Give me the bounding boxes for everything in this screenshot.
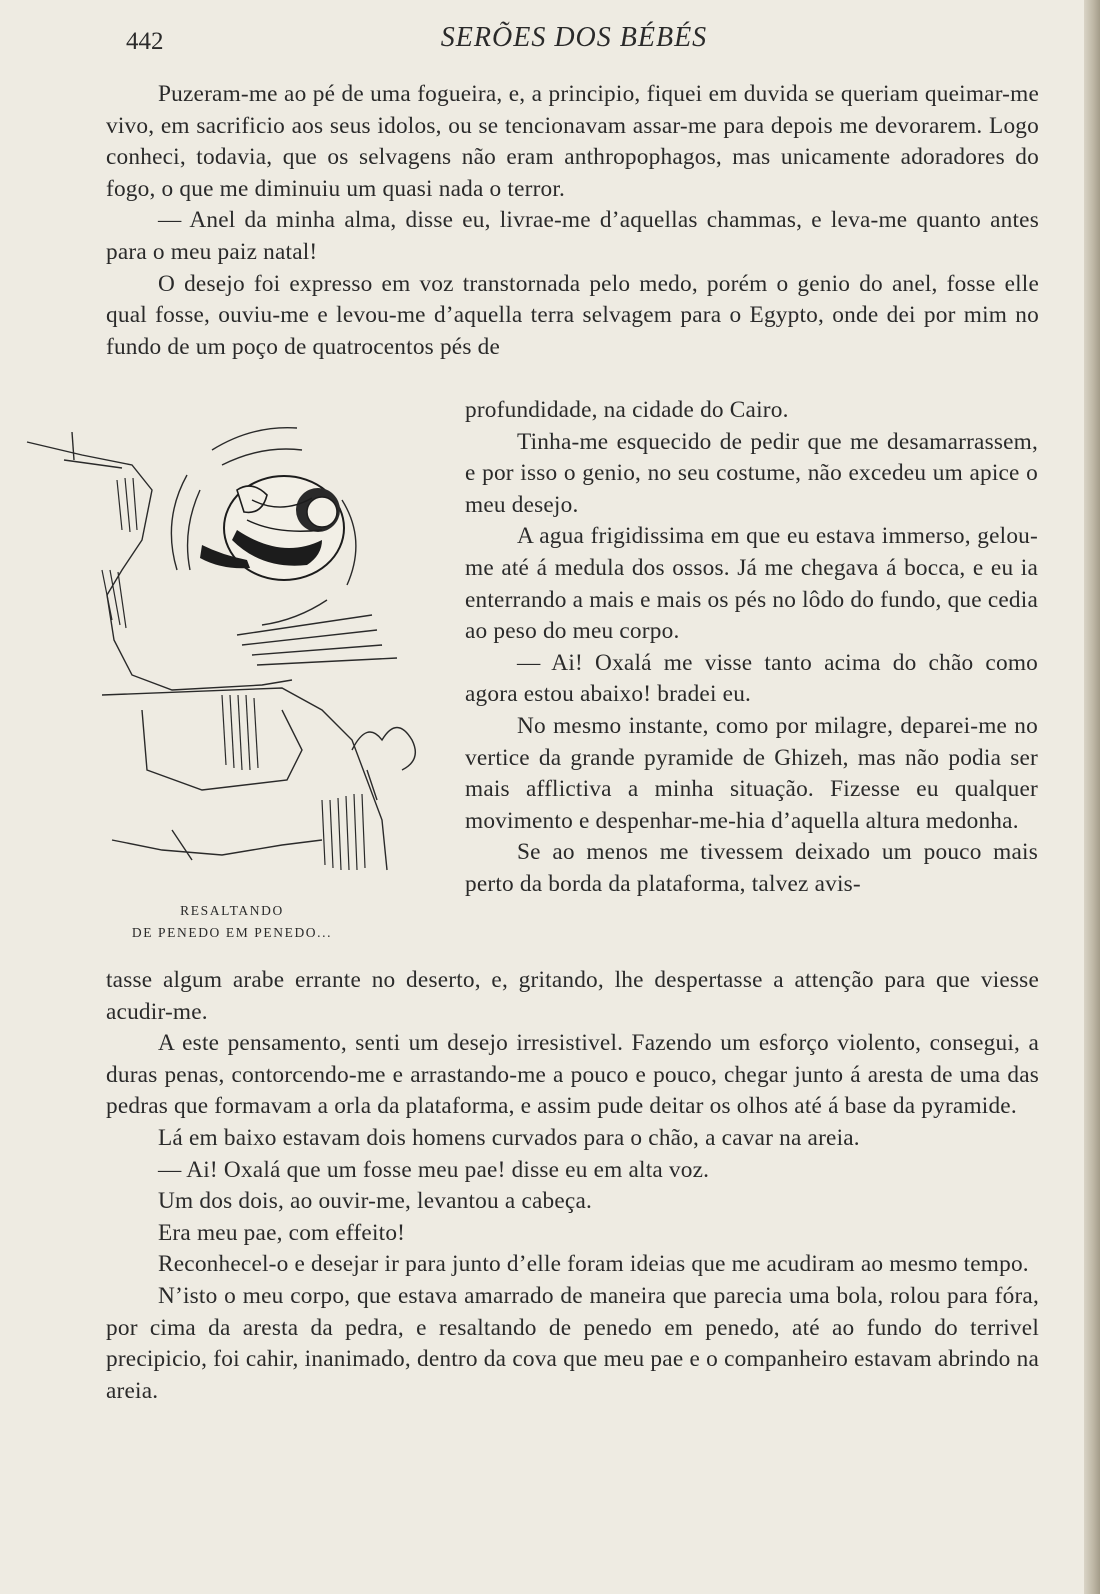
page-number: 442: [126, 28, 164, 55]
running-title: SERÕES DOS BÉBÉS: [440, 22, 708, 53]
text-block-bottom: [106, 965, 1039, 1407]
paragraph: — Ai! Oxalá me visse tanto acima do chão como agora estou abaixo! bradei eu.: [465, 649, 1038, 708]
paragraph: — Anel da minha alma, disse eu, livrae-me d’aquellas chammas, e leva-me quanto antes para o meu paiz natal!: [106, 207, 1039, 265]
paragraph: Era meu pae, com effeito!: [158, 1219, 406, 1246]
paragraph: Tinha-me esquecido de pedir que me desamarrassem, e por isso o genio, no seu costume, não excedeu um apice o meu desejo.: [465, 428, 1038, 518]
paragraph: No mesmo instante, como por milagre, deparei-me no vertice da grande pyramide de Ghizeh, mas não podia ser mais afflictiva a minha situação. Fizesse eu qualquer movimento e despenhar-me-hia d’aquella altura medonha.: [465, 712, 1038, 834]
paragraph: Puzeram-me ao pé de uma fogueira, e, a principio, fiquei em duvida se queriam queimar-me vivo, em sacrificio aos seus idolos, ou se tencionavam assar-me para depois me devorarem. Logo conheci, todavia, que os selvagens não eram anthropophagos, mas unicamente adoradores do fogo, o que me diminuiu um quasi nada o terror.: [106, 81, 1039, 202]
paragraph: profundidade, na cidade do Cairo.: [465, 397, 789, 423]
paragraph: O desejo foi expresso em voz transtornada pelo medo, porém o genio do anel, fosse elle qual fosse, ouviu-me e levou-me d’aquella terra selvagem para o Egypto, onde dei por mim no fundo de um poço de quatrocentos pés de: [106, 270, 1039, 360]
paragraph: — Ai! Oxalá que um fosse meu pae! disse eu em alta voz.: [158, 1156, 710, 1183]
paragraph: A este pensamento, senti um desejo irresistivel. Fazendo um esforço violento, consegui, a duras penas, contorcendo-me e arrastando-me a pouco e pouco, chegar junto á aresta de uma das pedras que formavam a orla da plataforma, e assim pude deitar os olhos até á base da pyramide.: [106, 1030, 1039, 1120]
figure-caption-line-2: DE PENEDO EM PENEDO...: [131, 925, 333, 940]
paragraph: Reconhecel-o e desejar ir para junto d’elle foram ideias que me acudiram ao mesmo tempo.: [158, 1251, 1029, 1278]
paragraph: Lá em baixo estavam dois homens curvados para o chão, a cavar na areia.: [158, 1124, 860, 1151]
paragraph: N’isto o meu corpo, que estava amarrado de maneira que parecia uma bola, rolou para fóra, por cima da aresta da pedra, e resaltando de penedo em penedo, até ao fundo do terrivel precipicio, foi cahir, inanimado, dentro da cova que meu pae e o companheiro estavam abrindo na areia.: [106, 1282, 1039, 1404]
paragraph: Um dos dois, ao ouvir-me, levantou a cabeça.: [158, 1188, 593, 1215]
text-block-top: [106, 79, 1039, 363]
illustration: [22, 420, 442, 940]
text-block-beside-figure: [465, 395, 1038, 901]
paragraph: tasse algum arabe errante no deserto, e, gritando, lhe despertasse a attenção para que viesse acudir-me.: [106, 967, 1039, 1025]
page-header: [108, 18, 1040, 58]
paragraph: Se ao menos me tivessem deixado um pouco mais perto da borda da plataforma, talvez avis-: [465, 839, 1038, 897]
falling-boy-engraving: [22, 420, 442, 890]
figure-caption-line-1: RESALTANDO: [180, 903, 284, 918]
book-spine-edge: [1084, 0, 1100, 1594]
paragraph: A agua frigidissima em que eu estava immerso, gelou-me até á medula dos ossos. Já me chegava á bocca, e eu ia enterrando a mais e mais os pés no lôdo do fundo, que cedia ao peso do meu corpo.: [465, 523, 1038, 645]
